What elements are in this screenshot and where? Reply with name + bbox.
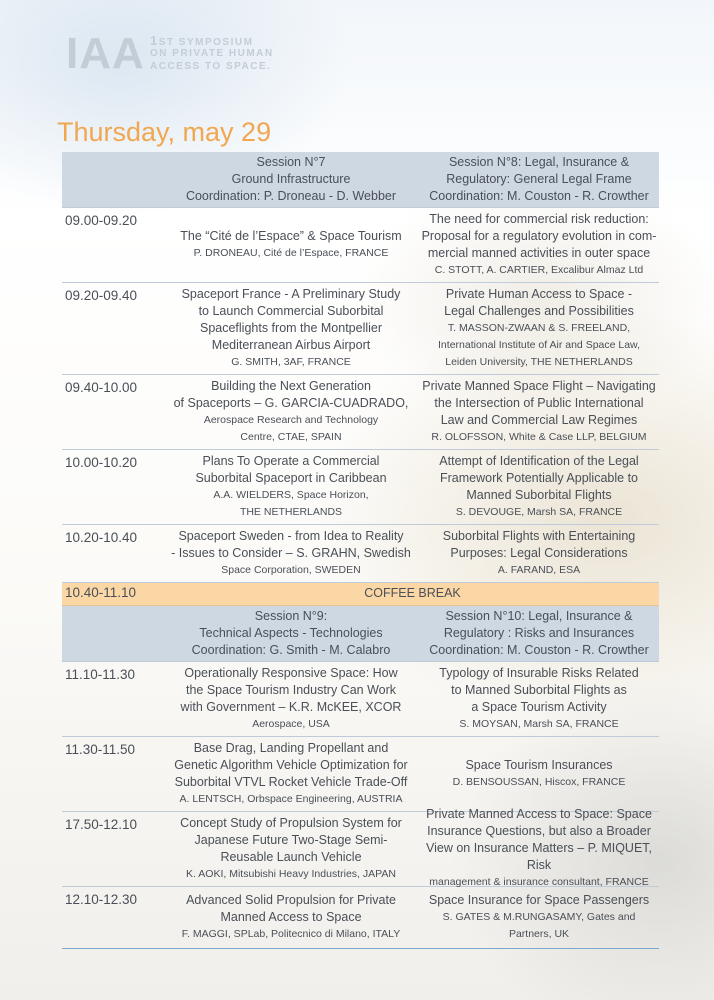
talk-row	[62, 208, 659, 283]
time-cell: 17.50-12.10	[65, 817, 138, 832]
session-header-row	[62, 606, 659, 662]
talk-row	[62, 525, 659, 583]
time-cell: 09.00-09.20	[65, 213, 138, 228]
time-cell: 11.30-11.50	[65, 742, 136, 757]
talk-left: Plans To Operate a Commercial Suborbital Spaceport in Caribbean A.A. WIELDERS, Space Horizon, THE NETHERLANDS	[195, 453, 387, 518]
schedule-table	[62, 152, 659, 949]
time-cell: 10.40-11.10	[65, 585, 137, 600]
talk-row	[62, 737, 659, 812]
talk-right: Private Manned Access to Space: Space Insurance Questions, but also a Broader View on Insurance Matters – P. MIQUET, Risk management & insurance consultant, FRANCE	[425, 807, 653, 888]
coffee-break-label: COFFEE BREAK	[364, 586, 461, 600]
time-cell: 12.10-12.30	[65, 892, 138, 907]
time-cell	[62, 606, 166, 661]
talk-left: Base Drag, Landing Propellant and Genetic Algorithm Vehicle Optimization for Suborbital VTVL Rocket Vehicle Trade-Off A. LENTSCH, Orbspace Engineering, AUSTRIA	[174, 740, 408, 805]
talk-right: Suborbital Flights with Entertaining Purposes: Legal Considerations A. FARAND, ESA	[442, 528, 636, 576]
session-8-heading: Session N°8: Legal, Insurance & Regulatory: General Legal Frame Coordination: M. Couston - R. Crowther	[429, 155, 649, 203]
logo-mark: IAA	[66, 29, 145, 78]
talk-right: Space Tourism Insurances D. BENSOUSSAN, Hiscox, FRANCE	[452, 757, 626, 788]
talk-right: Private Human Access to Space - Legal Challenges and Possibilities T. MASSON-ZWAAN & S. FREELAND, International Institute of Air and Space Law, Leiden University, THE NETHERLANDS	[438, 286, 640, 368]
talk-left: Spaceport France - A Preliminary Study to Launch Commercial Suborbital Spaceflights from the Montpellier Mediterranean Airbus Airport G. SMITH, 3AF, FRANCE	[181, 286, 401, 368]
time-cell	[62, 152, 166, 207]
session-9-heading: Session N°9: Technical Aspects - Technologies Coordination: G. Smith - M. Calabro	[191, 609, 391, 657]
session-7-heading: Session N°7 Ground Infrastructure Coordination: P. Droneau - D. Webber	[185, 155, 397, 203]
talk-right: The need for commercial risk reduction: Proposal for a regulatory evolution in com- mercial manned activities in outer space C. STOTT, A. CARTIER, Excalibur Almaz Ltd	[421, 211, 657, 276]
talk-right: Space Insurance for Space Passengers S. GATES & M.RUNGASAMY, Gates and Partners, UK	[428, 892, 650, 940]
talk-left: Advanced Solid Propulsion for Private Manned Access to Space F. MAGGI, SPLab, Politecnico di Milano, ITALY	[181, 892, 401, 940]
talk-left: Building the Next Generation of Spaceports – G. GARCIA-CUADRADO, Aerospace Research and Technology Centre, CTAE, SPAIN	[173, 378, 409, 443]
talk-row	[62, 662, 659, 737]
time-cell: 09.20-09.40	[65, 288, 138, 303]
logo-line-1: 1ST SYMPOSIUM	[150, 33, 254, 48]
talk-left: Operationally Responsive Space: How the Space Tourism Industry Can Work with Government – K.R. McKEE, XCOR Aerospace, USA	[180, 665, 402, 730]
logo-line-3: ACCESS TO SPACE.	[150, 61, 272, 72]
talk-row	[62, 375, 659, 450]
time-cell: 10.20-10.40	[65, 530, 138, 545]
talk-row	[62, 450, 659, 525]
session-10-heading: Session N°10: Legal, Insurance & Regulatory : Risks and Insurances Coordination: M. Couston - R. Crowther	[429, 609, 649, 657]
coffee-break-row	[62, 583, 659, 606]
time-cell: 11.10-11.30	[65, 667, 136, 682]
session-header-row	[62, 152, 659, 208]
talk-left: The “Cité de l’Espace” & Space Tourism P. DRONEAU, Cité de l’Espace, FRANCE	[180, 228, 402, 259]
time-cell: 09.40-10.00	[65, 380, 138, 395]
talk-right: Private Manned Space Flight – Navigating the Intersection of Public International Law and Commercial Law Regimes R. OLOFSSON, White & Case LLP, BELGIUM	[422, 378, 656, 443]
talk-row	[62, 887, 659, 949]
talk-row	[62, 283, 659, 375]
talk-left: Spaceport Sweden - from Idea to Reality - Issues to Consider – S. GRAHN, Swedish Space Corporation, SWEDEN	[171, 528, 411, 576]
talk-right: Attempt of Identification of the Legal Framework Potentially Applicable to Manned Suborbital Flights S. DEVOUGE, Marsh SA, FRANCE	[439, 453, 639, 518]
logo-line-2: ON PRIVATE HUMAN	[150, 48, 274, 59]
time-cell: 10.00-10.20	[65, 455, 138, 470]
talk-row	[62, 807, 659, 888]
day-title: Thursday, may 29	[57, 117, 272, 147]
talk-left: Concept Study of Propulsion System for Japanese Future Two-Stage Semi- Reusable Launch Vehicle K. AOKI, Mitsubishi Heavy Industries, JAPAN	[180, 815, 402, 880]
talk-right: Typology of Insurable Risks Related to Manned Suborbital Flights as a Space Tourism Activity S. MOYSAN, Marsh SA, FRANCE	[439, 665, 639, 730]
